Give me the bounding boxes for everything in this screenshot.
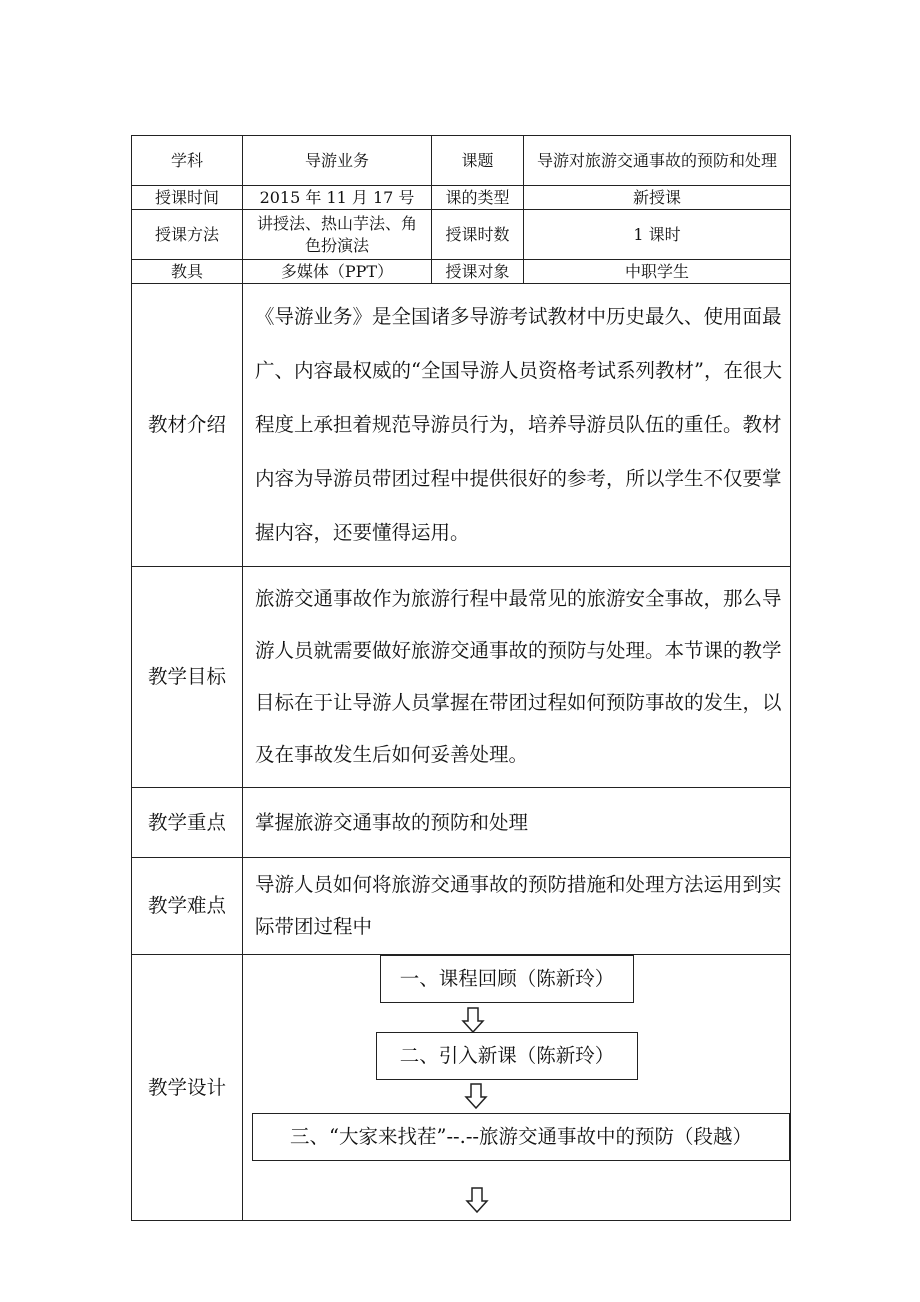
tools-value: 多媒体（PPT） [243, 260, 432, 284]
difficulty-row [132, 858, 791, 955]
design-label: 教学设计 [132, 955, 243, 1221]
tools-row [132, 260, 791, 284]
time-value: 2015 年 11 月 17 号 [243, 186, 432, 210]
focus-text: 掌握旅游交通事故的预防和处理 [243, 788, 791, 858]
flow-step-2: 二、引入新课（陈新玲） [376, 1032, 638, 1080]
focus-row [132, 788, 791, 858]
topic-value: 导游对旅游交通事故的预防和处理 [524, 136, 791, 186]
time-row [132, 186, 791, 210]
type-label: 课的类型 [432, 186, 524, 210]
goal-label: 教学目标 [132, 567, 243, 788]
hours-label: 授课时数 [432, 210, 524, 260]
subject-row [132, 136, 791, 186]
intro-text: 《导游业务》是全国诸多导游考试教材中历史最久、使用面最广、内容最权威的“全国导游人员资格考试系列教材”，在很大程度上承担着规范导游员行为，培养导游员队伍的重任。教材内容为导游员带团过程中提供很好的参考，所以学生不仅要掌握内容，还要懂得运用。 [243, 284, 791, 567]
hours-value: 1 课时 [524, 210, 791, 260]
flow-step-3: 三、“大家来找茬”--.--旅游交通事故中的预防（段越） [252, 1113, 790, 1161]
goal-row [132, 567, 791, 788]
difficulty-label: 教学难点 [132, 858, 243, 955]
subject-value: 导游业务 [243, 136, 432, 186]
type-value: 新授课 [524, 186, 791, 210]
flow-step-1: 一、课程回顾（陈新玲） [380, 955, 634, 1003]
method-label: 授课方法 [132, 210, 243, 260]
difficulty-text: 导游人员如何将旅游交通事故的预防措施和处理方法运用到实际带团过程中 [243, 858, 791, 955]
method-value: 讲授法、热山芋法、角色扮演法 [243, 210, 432, 260]
down-arrow-icon [465, 1187, 489, 1213]
lesson-plan-table [131, 135, 791, 1221]
subject-label: 学科 [132, 136, 243, 186]
intro-label: 教材介绍 [132, 284, 243, 567]
down-arrow-icon [464, 1083, 488, 1109]
tools-label: 教具 [132, 260, 243, 284]
audience-label: 授课对象 [432, 260, 524, 284]
design-flow-cell [243, 955, 791, 1221]
time-label: 授课时间 [132, 186, 243, 210]
goal-text: 旅游交通事故作为旅游行程中最常见的旅游安全事故，那么导游人员就需要做好旅游交通事故的预防与处理。本节课的教学目标在于让导游人员掌握在带团过程如何预防事故的发生，以及在事故发生后如何妥善处理。 [243, 567, 791, 788]
method-row [132, 210, 791, 260]
topic-label: 课题 [432, 136, 524, 186]
audience-value: 中职学生 [524, 260, 791, 284]
focus-label: 教学重点 [132, 788, 243, 858]
flowchart [243, 955, 790, 1217]
down-arrow-icon [461, 1007, 485, 1033]
intro-row [132, 284, 791, 567]
design-row [132, 955, 791, 1221]
